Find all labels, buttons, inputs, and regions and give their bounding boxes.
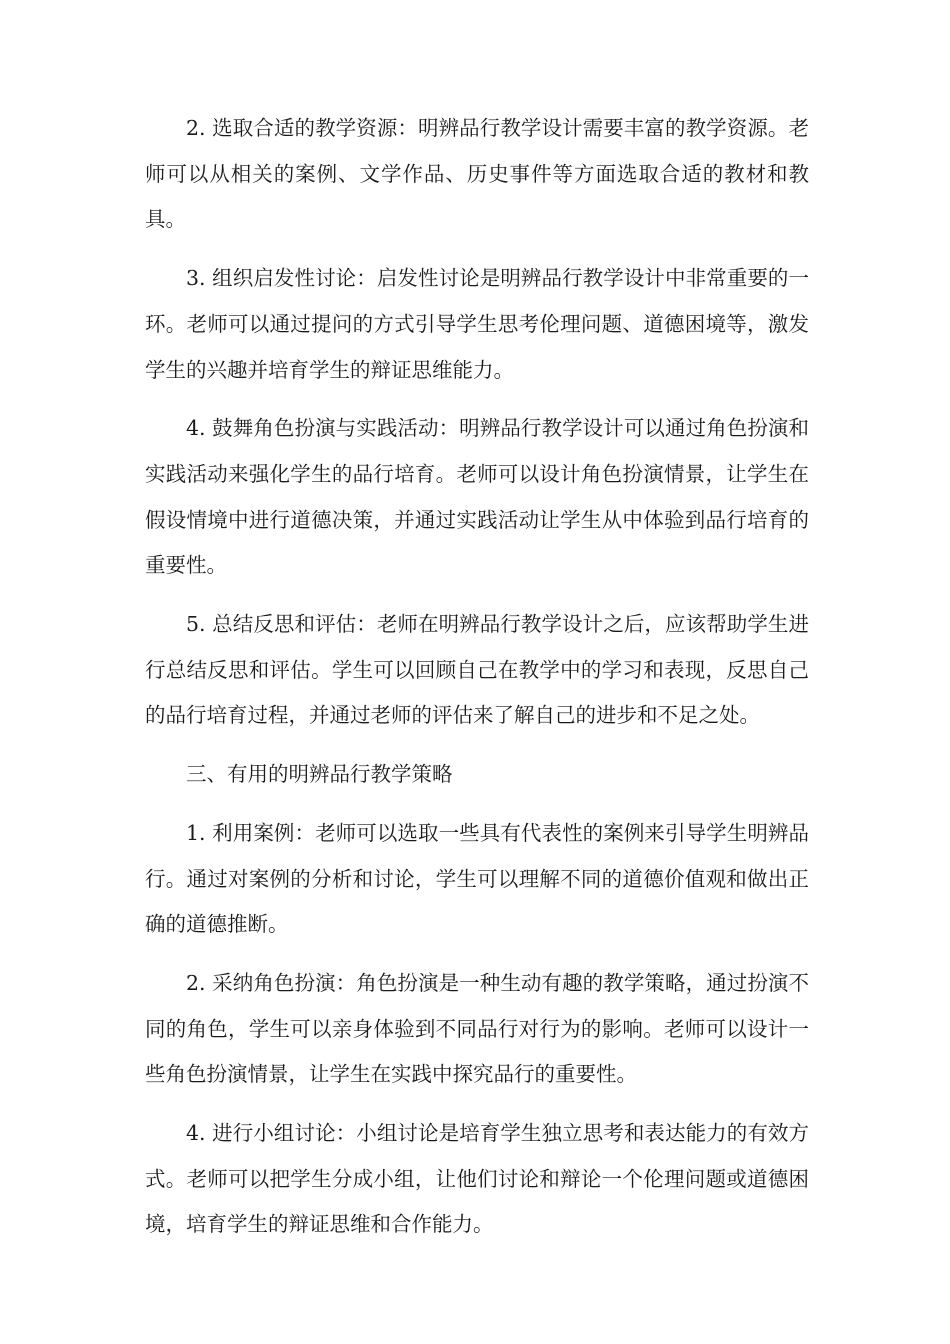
document-body [145, 106, 809, 1261]
paragraph-item-3-discussion: 3. 组织启发性讨论：启发性讨论是明辨品行教学设计中非常重要的一环。老师可以通过提问的方式引导学生思考伦理问题、道德困境等，激发学生的兴趣并培育学生的辩证思维能力。 [145, 266, 809, 382]
paragraph-item-2-resources: 2. 选取合适的教学资源：明辨品行教学设计需要丰富的教学资源。老师可以从相关的案例、文学作品、历史事件等方面选取合适的教材和教具。 [145, 116, 809, 232]
paragraph-strategy-2-role-play: 2. 采纳角色扮演：角色扮演是一种生动有趣的教学策略，通过扮演不同的角色，学生可以亲身体验到不同品行对行为的影响。老师可以设计一些角色扮演情景，让学生在实践中探究品行的重要性。 [145, 970, 809, 1087]
paragraph-item-5-reflection: 5. 总结反思和评估：老师在明辨品行教学设计之后，应该帮助学生进行总结反思和评估。学生可以回顾自己在教学中的学习和表现，反思自己的品行培育过程，并通过老师的评估来了解自己的进步和不足之处。 [145, 612, 809, 728]
paragraph-strategy-4-group-discussion: 4. 进行小组讨论：小组讨论是培育学生独立思考和表达能力的有效方式。老师可以把学生分成小组，让他们讨论和辩论一个伦理问题或道德困境，培育学生的辩证思维和合作能力。 [145, 1121, 809, 1237]
section-heading: 三、有用的明辨品行教学策略 [186, 762, 453, 787]
paragraph-strategy-1-cases: 1. 利用案例：老师可以选取一些具有代表性的案例来引导学生明辨品行。通过对案例的分析和讨论，学生可以理解不同的道德价值观和做出正确的道德推断。 [145, 820, 809, 937]
paragraph-item-4-role-play: 4. 鼓舞角色扮演与实践活动：明辨品行教学设计可以通过角色扮演和实践活动来强化学生的品行培育。老师可以设计角色扮演情景，让学生在假设情境中进行道德决策，并通过实践活动让学生从中体验到品行培育的重要性。 [145, 416, 809, 578]
